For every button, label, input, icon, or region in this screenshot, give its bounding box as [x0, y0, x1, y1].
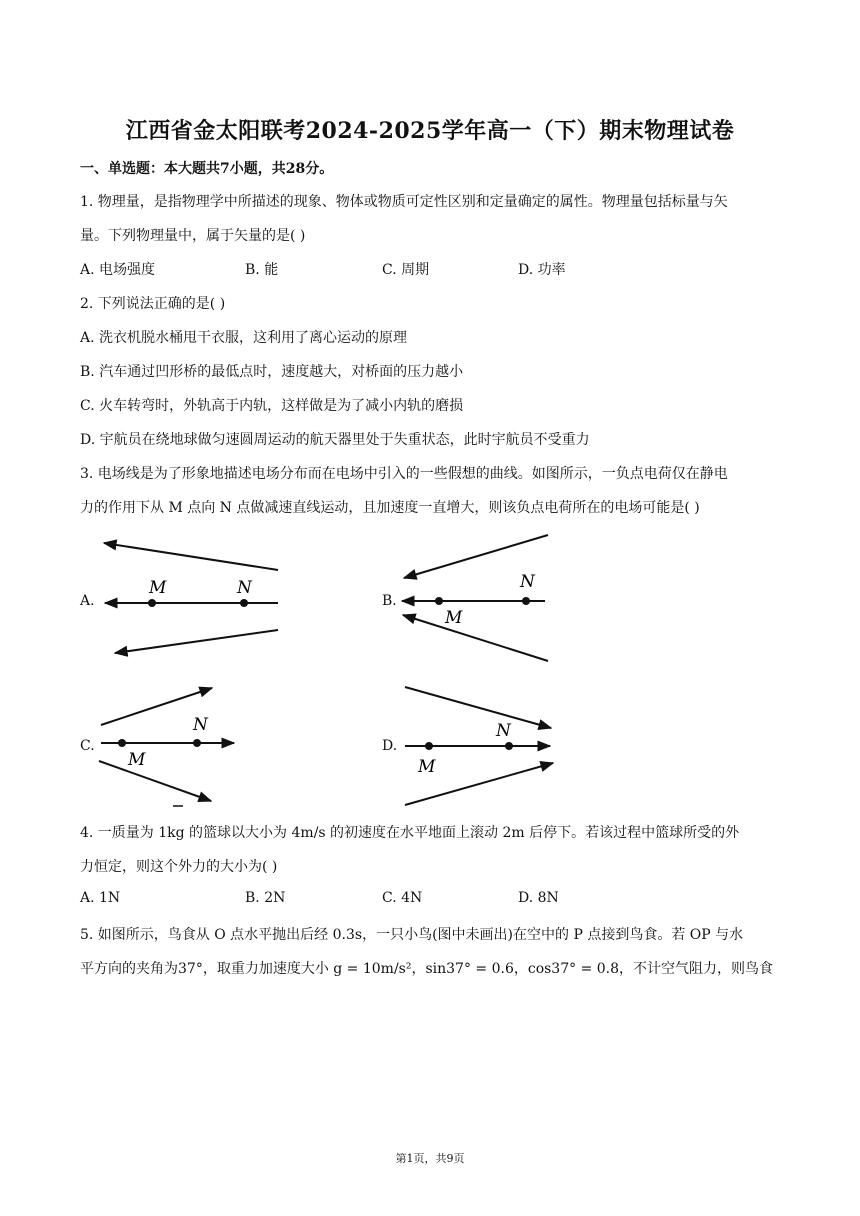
- figure-c-points: [118, 715, 209, 806]
- figure-d-point-n: [505, 742, 513, 750]
- q5-line2: 平方向的夹角为37°，取重力加速度大小 g = 10m/s²，sin37° = 0.6，cos37° = 0.8，不计空气阻力，则鸟食: [80, 961, 774, 977]
- q4-option-a: A. 1N: [80, 890, 121, 906]
- q1-option-a: A. 电场强度: [80, 262, 156, 278]
- figure-d-label-n: N: [496, 721, 511, 741]
- q2-stem: 2. 下列说法正确的是( ): [80, 296, 226, 312]
- figure-a: [104, 543, 278, 653]
- figure-c-point-m: [118, 739, 126, 747]
- figure-b-label: B.: [382, 593, 397, 609]
- figure-c-point-n: [193, 739, 201, 747]
- figure-d-label-m: M: [418, 757, 436, 777]
- q4-line1: 4. 一质量为 1kg 的篮球以大小为 4m/s 的初速度在水平地面上滚动 2m 后停下。若该过程中篮球所受的外: [80, 825, 740, 841]
- figure-a-label-m: M: [149, 578, 167, 598]
- figure-d-label: D.: [382, 738, 398, 754]
- q4-line2: 力恒定，则这个外力的大小为( ): [80, 859, 278, 875]
- figure-a-field-line-bottom: [115, 630, 278, 653]
- figure-a-label: A.: [80, 593, 95, 609]
- q2-option-d: D. 宇航员在绕地球做匀速圆周运动的航天器里处于失重状态，此时宇航员不受重力: [80, 432, 590, 448]
- figure-d-points: [417, 721, 513, 777]
- q1-line1: 1. 物理量，是指物理学中所描述的现象、物体或物质可定性区别和定量确定的属性。物理量包括标量与矢: [80, 194, 728, 210]
- figure-d-point-m: [425, 742, 433, 750]
- page-footer: 第1页，共9页: [395, 1152, 465, 1165]
- figure-b-field-line-bottom: [403, 615, 548, 661]
- q4-option-d: D. 8N: [518, 890, 559, 906]
- figure-a-point-m: [148, 599, 156, 607]
- q1-option-b: B. 能: [245, 262, 279, 278]
- q3-line2: 力的作用下从 M 点向 N 点做减速直线运动，且加速度一直增大，则该负点电荷所在的电场可能是( ): [80, 500, 700, 516]
- figure-a-field-line-top: [104, 543, 278, 570]
- q3-line1: 3. 电场线是为了形象地描述电场分布而在电场中引入的一些假想的曲线。如图所示，一负点电荷仅在静电: [80, 466, 728, 482]
- q4-option-b: B. 2N: [245, 890, 286, 906]
- figure-b-label-m: M: [445, 608, 463, 628]
- figure-c-label-m: M: [128, 750, 146, 770]
- q2-option-a: A. 洗衣机脱水桶甩干衣服，这利用了离心运动的原理: [80, 330, 408, 346]
- q2-option-b: B. 汽车通过凹形桥的最低点时，速度越大，对桥面的压力越小: [80, 364, 464, 380]
- figure-b-label-n: N: [520, 572, 535, 592]
- figure-a-point-n: [240, 599, 248, 607]
- q2-option-c: C. 火车转弯时，外轨高于内轨，这样做是为了减小内轨的磨损: [80, 398, 464, 414]
- figure-a-label-n: N: [237, 578, 252, 598]
- figure-c-label-n: N: [193, 715, 208, 735]
- figure-c-field-line-bottom: [99, 761, 211, 801]
- figure-b-point-n: [522, 597, 530, 605]
- section-heading: 一、单选题：本大题共7小题，共28分。: [80, 161, 334, 177]
- q1-option-c: C. 周期: [382, 262, 430, 278]
- figure-c-label: C.: [80, 738, 95, 754]
- figure-b-point-m: [435, 597, 443, 605]
- q5-line1: 5. 如图所示，鸟食从 O 点水平抛出后经 0.3s，一只小鸟(图中未画出)在空中的 P 点接到鸟食。若 OP 与水: [80, 927, 744, 943]
- figure-d-field-line-top: [405, 687, 551, 728]
- page-title: 江西省金太阳联考2024-2025学年高一（下）期末物理试卷: [125, 118, 735, 144]
- q4-option-c: C. 4N: [382, 890, 423, 906]
- q1-line2: 量。下列物理量中，属于矢量的是( ): [80, 228, 306, 244]
- q1-option-d: D. 功率: [518, 262, 566, 278]
